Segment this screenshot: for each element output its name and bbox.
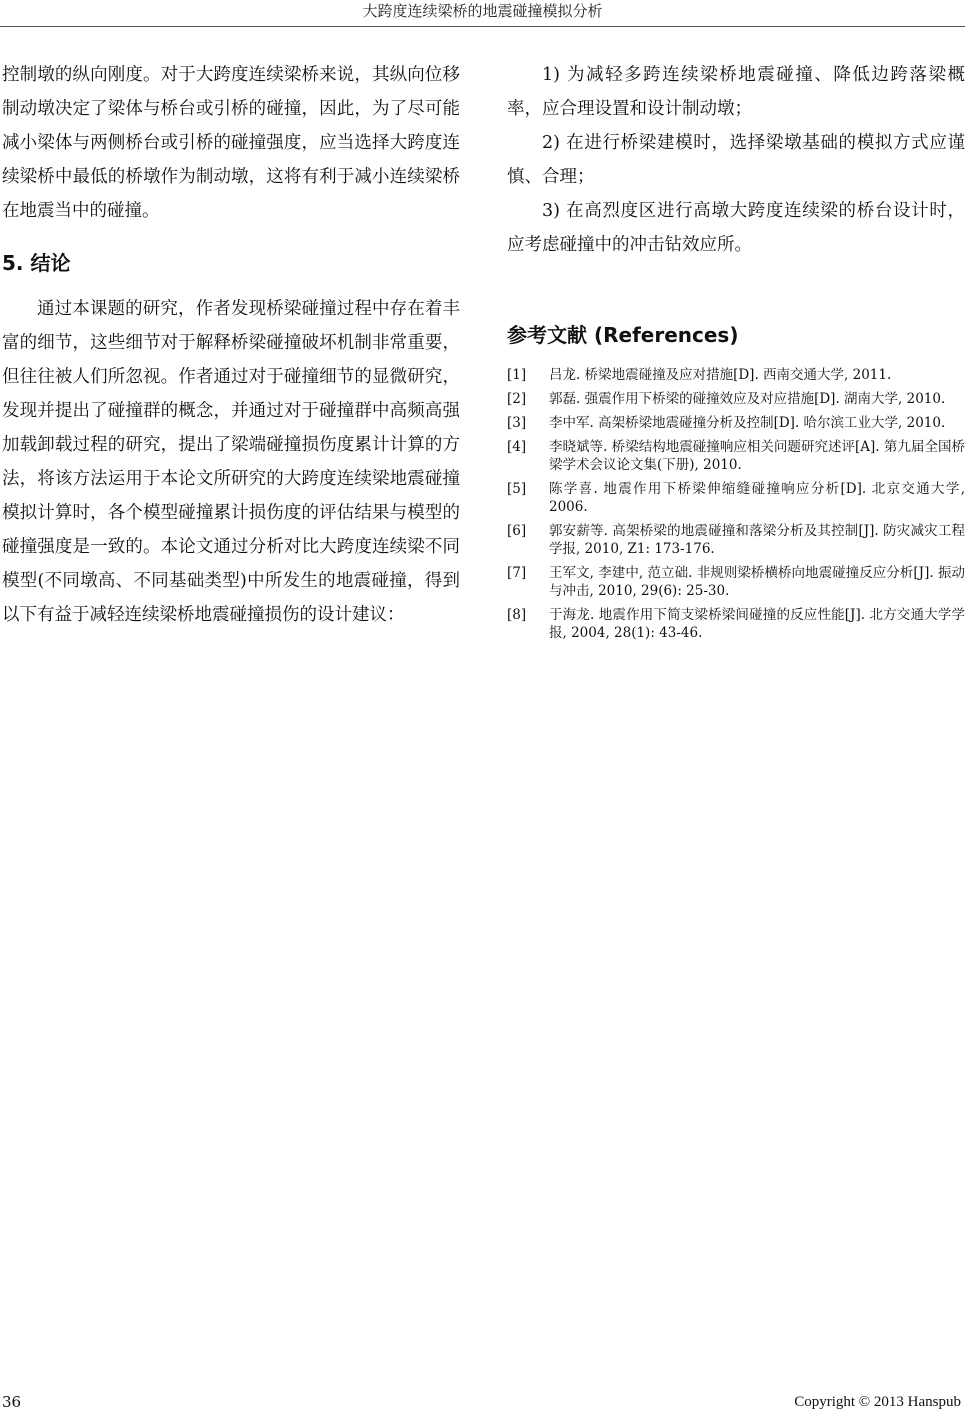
recommendation-1: 1) 为减轻多跨连续梁桥地震碰撞、降低边跨落梁概率，应合理设置和设计制动墩；: [507, 65, 965, 119]
reference-item: [507, 366, 965, 384]
left-column: [2, 58, 460, 632]
reference-text: 郭安薪等. 高架桥梁的地震碰撞和落梁分析及其控制[J]. 防灾减灾工程学报, 2010, Z1: 173-176.: [549, 523, 965, 557]
reference-number: [6]: [507, 523, 527, 539]
conclusion-paragraph: 通过本课题的研究，作者发现桥梁碰撞过程中存在着丰富的细节，这些细节对于解释桥梁碰撞破坏机制非常重要，但往往被人们所忽视。作者通过对于碰撞细节的显微研究，发现并提出了碰撞群的概念，并通过对于碰撞群中高频高强加载卸载过程的研究，提出了梁端碰撞损伤度累计计算的方法，将该方法运用于本论文所研究的大跨度连续梁地震碰撞模拟计算时，各个模型碰撞累计损伤度的评估结果与模型的碰撞强度是一致的。本论文通过分析对比大跨度连续梁不同模型(不同墩高、不同基础类型)中所发生的地震碰撞，得到以下有益于减轻连续梁桥地震碰撞损伤的设计建议：: [2, 299, 460, 625]
reference-list: [507, 366, 965, 642]
section-heading-conclusion: 5. 结论: [2, 251, 71, 275]
reference-number: [4]: [507, 439, 527, 455]
reference-item: [507, 438, 965, 474]
reference-text: 王军文, 李建中, 范立础. 非规则梁桥横桥向地震碰撞反应分析[J]. 振动与冲击, 2010, 29(6): 25-30.: [549, 565, 965, 599]
intro-paragraph: 控制墩的纵向刚度。对于大跨度连续梁桥来说，其纵向位移制动墩决定了梁体与桥台或引桥的碰撞，因此，为了尽可能减小梁体与两侧桥台或引桥的碰撞强度，应当选择大跨度连续梁桥中最低的桥墩作为制动墩，这将有利于减小连续梁桥在地震当中的碰撞。: [2, 65, 460, 221]
recommendation-3: 3) 在高烈度区进行高墩大跨度连续梁的桥台设计时，应考虑碰撞中的冲击钻效应所。: [507, 201, 965, 255]
reference-text: 郭磊. 强震作用下桥梁的碰撞效应及对应措施[D]. 湖南大学, 2010.: [549, 391, 946, 407]
reference-text: 吕龙. 桥梁地震碰撞及应对措施[D]. 西南交通大学, 2011.: [549, 367, 892, 383]
reference-item: [507, 564, 965, 600]
reference-number: [3]: [507, 415, 527, 431]
reference-item: [507, 390, 965, 408]
reference-item: [507, 606, 965, 642]
copyright-notice: Copyright © 2013 Hanspub: [794, 1394, 961, 1410]
page-number: 36: [2, 1393, 22, 1411]
reference-item: [507, 414, 965, 432]
reference-number: [8]: [507, 607, 527, 623]
reference-number: [2]: [507, 391, 527, 407]
reference-number: [5]: [507, 481, 527, 497]
right-column: [507, 58, 965, 648]
reference-item: [507, 480, 965, 516]
reference-text: 李晓斌等. 桥梁结构地震碰撞响应相关问题研究述评[A]. 第九届全国桥梁学术会议论文集(下册), 2010.: [549, 439, 965, 473]
reference-number: [1]: [507, 367, 527, 383]
reference-number: [7]: [507, 565, 527, 581]
reference-text: 于海龙. 地震作用下简支梁桥梁间碰撞的反应性能[J]. 北方交通大学学报, 2004, 28(1): 43-46.: [549, 607, 965, 641]
reference-text: 陈学喜. 地震作用下桥梁伸缩缝碰撞响应分析[D]. 北京交通大学, 2006.: [549, 481, 965, 515]
reference-item: [507, 522, 965, 558]
recommendation-2: 2) 在进行桥梁建模时，选择梁墩基础的模拟方式应谨慎、合理；: [507, 133, 965, 187]
references-heading: 参考文献 (References): [507, 323, 739, 347]
running-title: 大跨度连续梁桥的地震碰撞模拟分析: [362, 2, 603, 20]
header-divider: [0, 26, 965, 27]
reference-text: 李中军. 高架桥梁地震碰撞分析及控制[D]. 哈尔滨工业大学, 2010.: [549, 415, 946, 431]
